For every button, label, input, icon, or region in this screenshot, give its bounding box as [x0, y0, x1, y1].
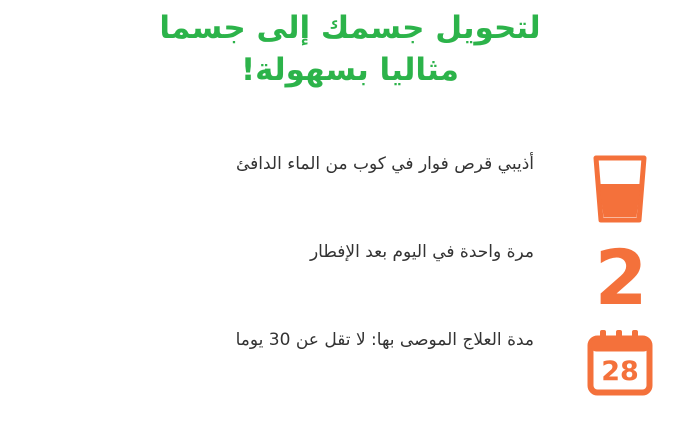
number-two-icon: 2: [594, 233, 646, 322]
list-item: [0, 328, 700, 396]
calendar-day-number: 28: [601, 356, 639, 388]
step-1-icon-container: [540, 152, 700, 226]
step-3-icon-container: [540, 328, 700, 396]
step-2-icon-container: [540, 233, 700, 322]
list-item: [0, 152, 700, 226]
step-3-text: مدة العلاج الموصى بها: لا تقل عن 30 يوما: [235, 330, 534, 351]
page-title-line-2: مثاليا بسهولة!: [241, 51, 459, 88]
step-2-text: مرة واحدة في اليوم بعد الإفطار: [309, 242, 534, 262]
glass-of-water-icon: [592, 154, 648, 226]
page-title: [0, 8, 700, 92]
steps-list: [0, 152, 700, 410]
step-1-text: أذيبي قرص فوار في كوب من الماء الدافئ: [235, 154, 534, 174]
calendar-icon: [586, 330, 654, 396]
page-title-line-1: لتحويل جسمك إلى جسما: [159, 10, 541, 46]
list-item: [0, 233, 700, 322]
